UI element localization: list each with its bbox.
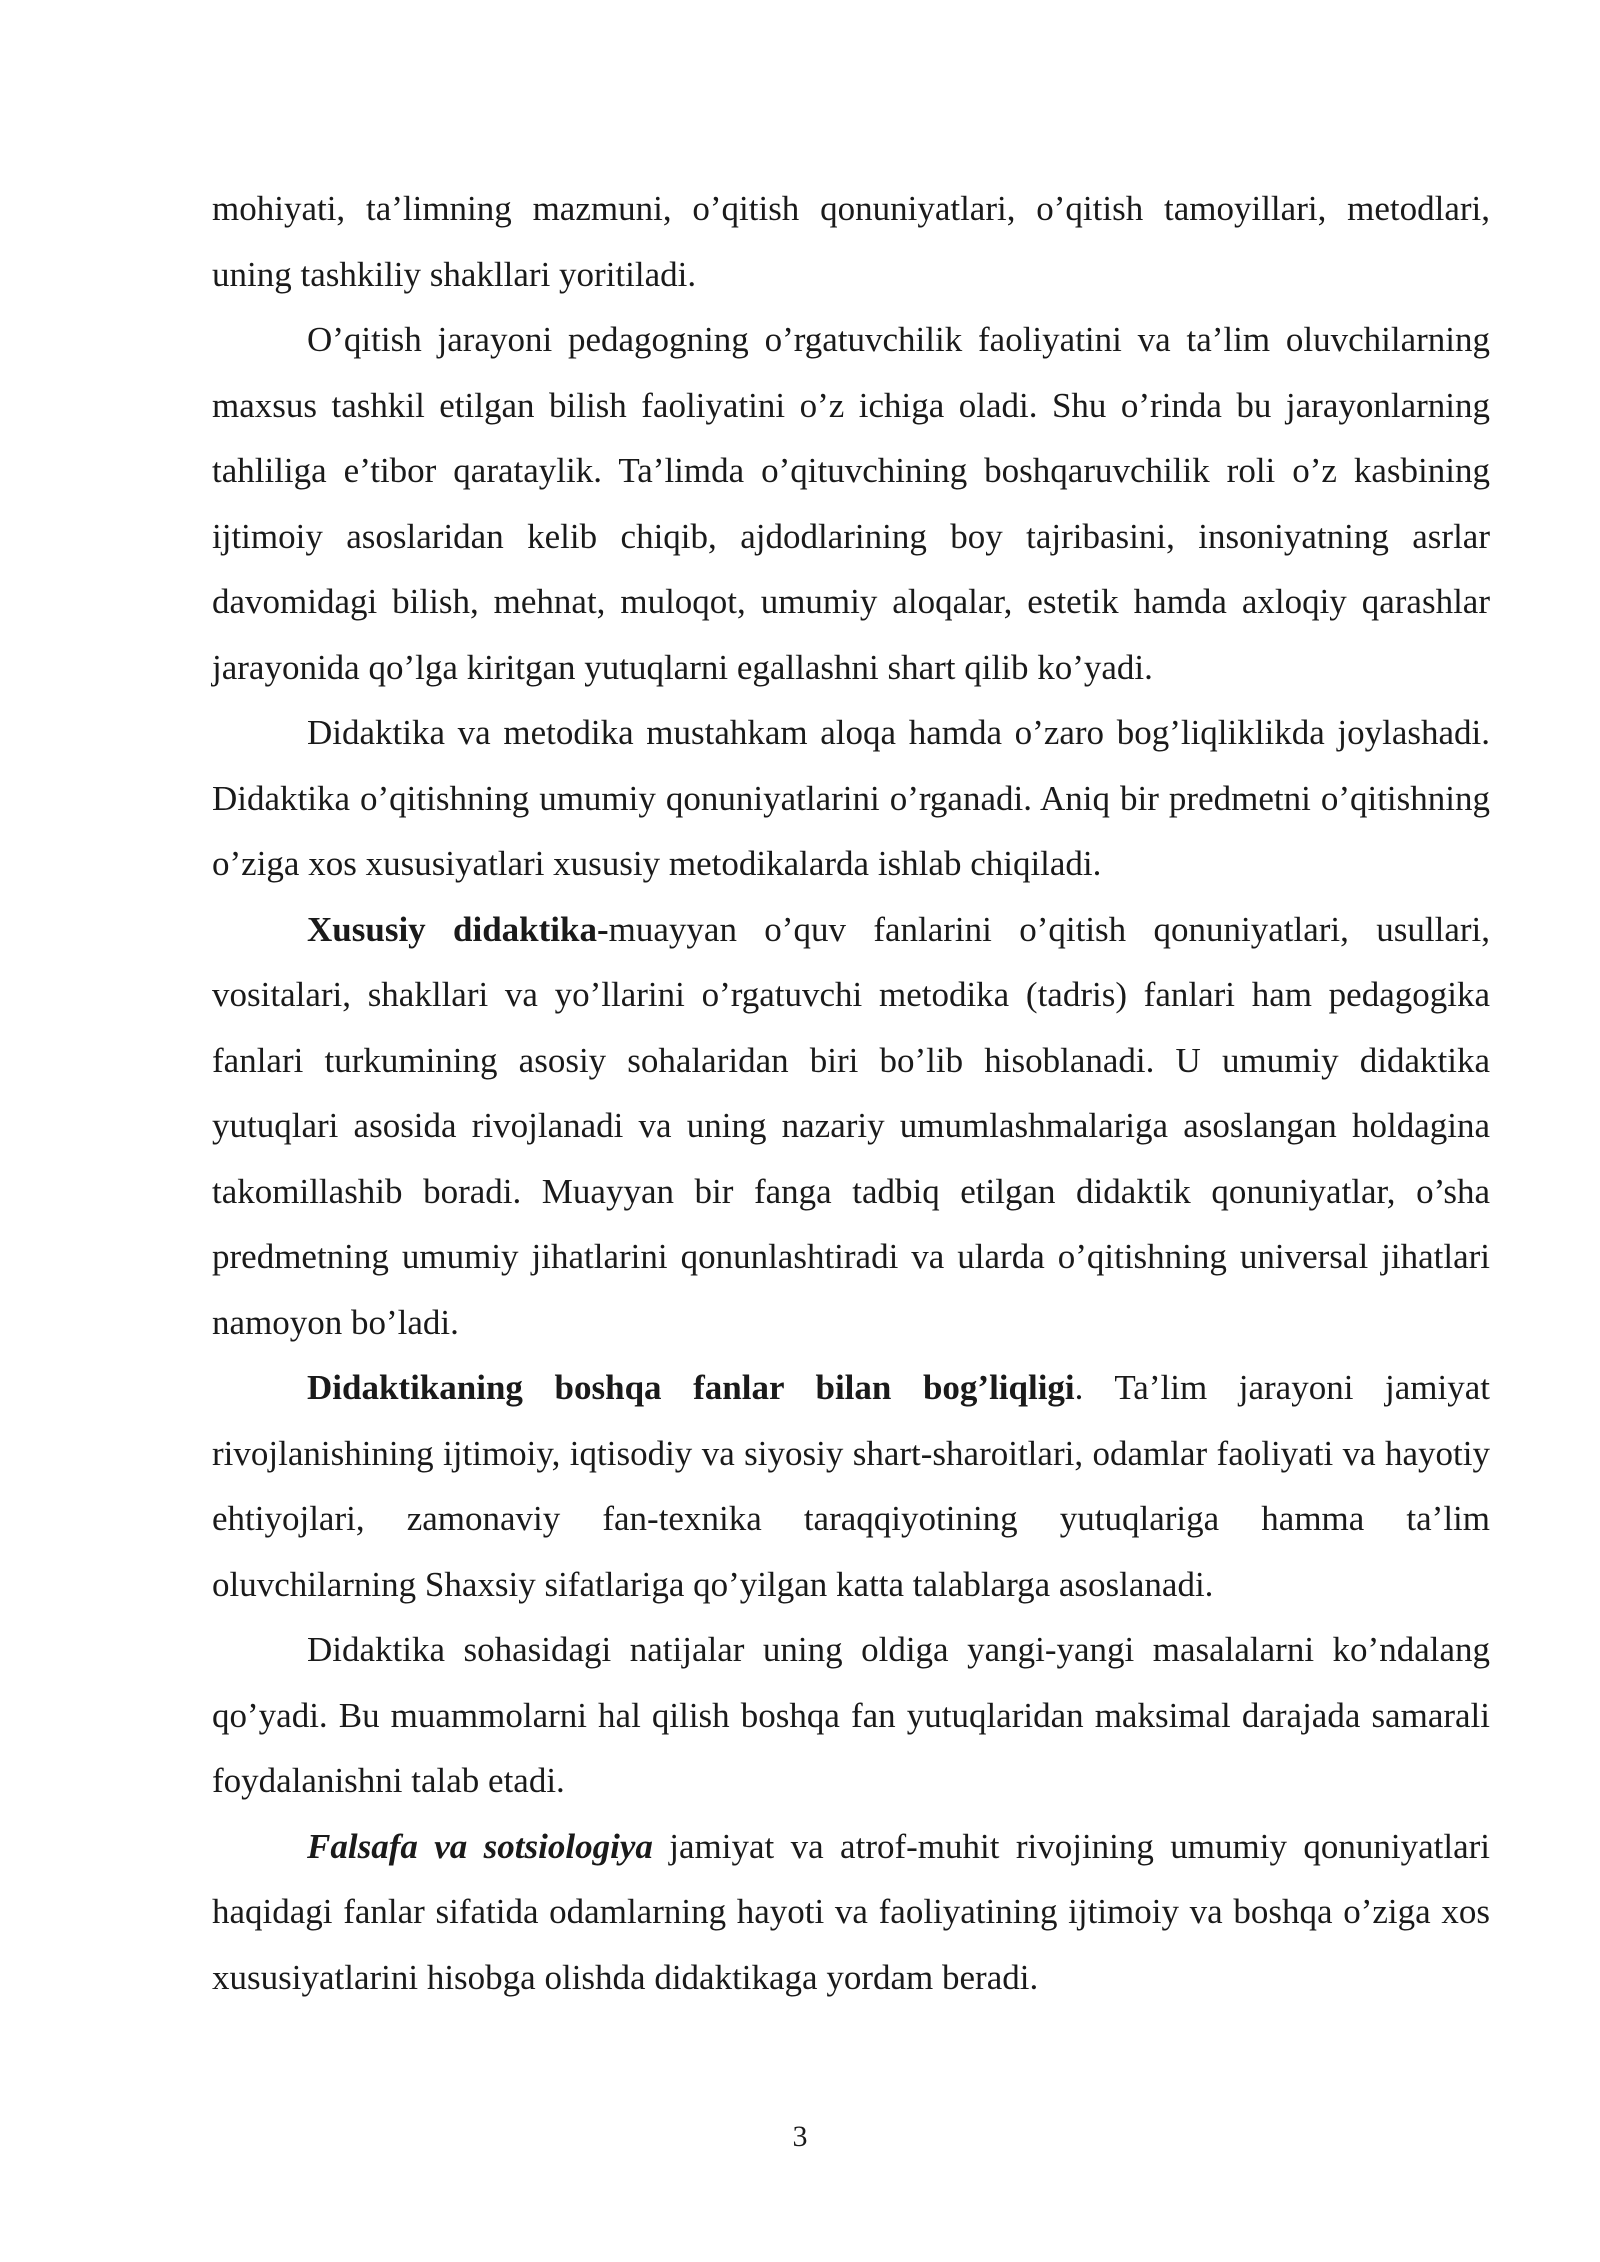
paragraph-private-didactics [212, 897, 1490, 1356]
heading-bold: Didaktikaning boshqa fanlar bilan bog’liqligi [307, 1368, 1075, 1407]
paragraph-results [212, 1617, 1490, 1814]
paragraph-text: . Ta’lim jarayoni jamiyat rivojlanishining ijtimoiy, iqtisodiy va siyosiy shart-sharoitlari, odamlar faoliyati va hayotiy ehtiyojlari, zamonaviy fan-texnika taraqqiyotining yutuqlariga hamma ta’lim oluvchilarning Shaxsiy sifatlariga qo’yilgan katta talablarga asoslanadi. [212, 1368, 1490, 1604]
paragraph-text: muayyan o’quv fanlarini o’qitish qonuniyatlari, usullari, vositalari, shakllari va yo’llarini o’rgatuvchi metodika (tadris) fanlari ham pedagogika fanlari turkumining asosiy sohalaridan biri bo’lib hisoblanadi. U umumiy didaktika yutuqlari asosida rivojlanadi va uning nazariy umumlashmalariga asoslangan holdagina takomillashib boradi. Muayyan bir fanga tadbiq etilgan didaktik qonuniyatlar, o’sha predmetning umumiy jihatlarini qonunlashtiradi va ularda o’qitishning universal jihatlari namoyon bo’ladi. [212, 909, 1490, 1342]
paragraph-teaching-process [212, 307, 1490, 700]
paragraph-text: Didaktika va metodika mustahkam aloqa hamda o’zaro bog’liqliklikda joylashadi. Didaktika o’qitishning umumiy qonuniyatlarini o’rganadi. Aniq bir predmetni o’qitishning o’ziga xos xususiyatlari xususiy metodikalarda ishlab chiqiladi. [212, 713, 1490, 883]
document-body [212, 176, 1490, 2010]
paragraph-didactics-methodology [212, 700, 1490, 897]
paragraph-text: O’qitish jarayoni pedagogning o’rgatuvchilik faoliyatini va ta’lim oluvchilarning maxsus tashkil etilgan bilish faoliyatini o’z ichiga oladi. Shu o’rinda bu jarayonlarning tahliliga e’tibor qarataylik. Ta’limda o’qituvchining boshqaruvchilik roli o’z kasbining ijtimoiy asoslaridan kelib chiqib, ajdodlarining boy tajribasini, insoniyatning asrlar davomidagi bilish, mehnat, muloqot, umumiy aloqalar, estetik hamda axloqiy qarashlar jarayonida qo’lga kiritgan yutuqlarni egallashni shart qilib ko’yadi. [212, 320, 1490, 687]
term-bold-italic: Falsafa va sotsiologiya [307, 1826, 653, 1866]
paragraph-text: Didaktika sohasidagi natijalar uning oldiga yangi-yangi masalalarni ko’ndalang qo’yadi. Bu muammolarni hal qilish boshqa fan yutuqlaridan maksimal darajada samarali foydalanishni talab etadi. [212, 1630, 1490, 1800]
paragraph-philosophy [212, 1814, 1490, 2011]
paragraph-intro [212, 176, 1490, 307]
paragraph-relations-sciences [212, 1355, 1490, 1617]
paragraph-text: jamiyat va atrof-muhit rivojining umumiy qonuniyatlari haqidagi fanlar sifatida odamlarning hayoti va faoliyatining ijtimoiy va boshqa o’ziga xos xususiyatlarini hisobga olishda didaktikaga yordam beradi. [212, 1826, 1490, 1997]
page-number: 3 [792, 2120, 808, 2153]
term-bold: Xususiy didaktika- [307, 909, 609, 949]
paragraph-text: mohiyati, ta’limning mazmuni, o’qitish qonuniyatlari, o’qitish tamoyillari, metodlari, uning tashkiliy shakllari yoritiladi. [212, 189, 1490, 294]
